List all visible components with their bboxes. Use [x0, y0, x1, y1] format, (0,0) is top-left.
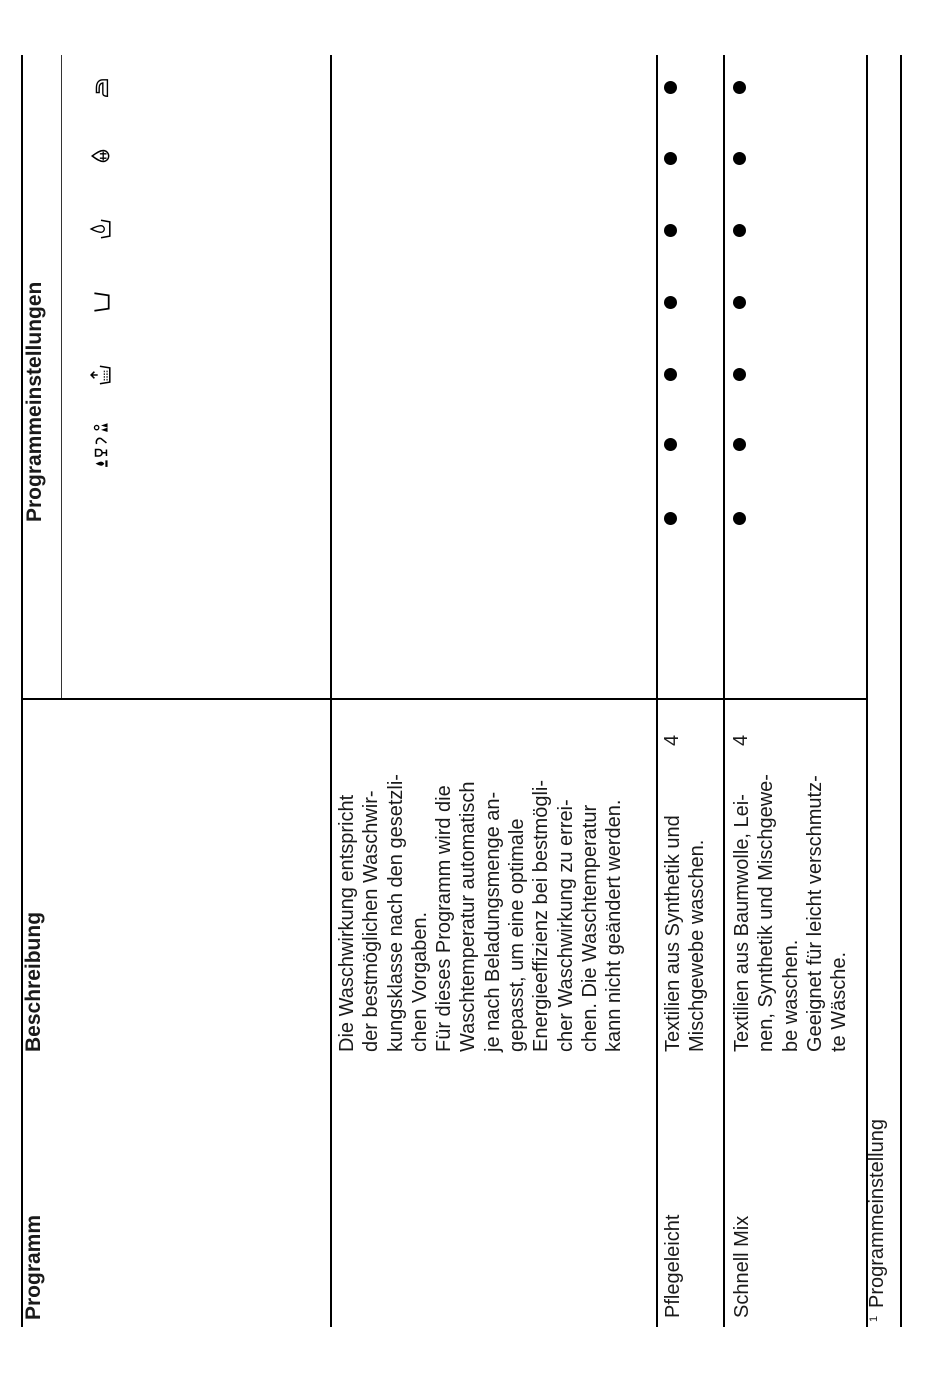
row2-setting-dot — [664, 512, 677, 525]
row3-setting-dot — [733, 81, 746, 94]
row2-setting-dot — [664, 296, 677, 309]
row2-setting-dot — [664, 368, 677, 381]
header-programm: Programm — [22, 1214, 45, 1320]
row3-number: 4 — [730, 734, 752, 746]
iron-easy-icon — [88, 75, 114, 101]
row2-setting-dot — [664, 438, 677, 451]
footnote-text: Programmeinstellung — [866, 1119, 888, 1308]
row3-setting-dot — [733, 368, 746, 381]
header-programmeinstellungen: Programmeinstellungen — [23, 281, 46, 522]
row3-setting-dot — [733, 296, 746, 309]
prewash-icon — [88, 362, 114, 388]
row2-setting-dot — [664, 81, 677, 94]
water-plus-icon — [88, 216, 114, 242]
extra-rinse-icon — [88, 143, 114, 169]
row1-description: Die Waschwirkung entspricht der bestmöglichen Waschwir- kungsklasse nach den gesetzli- chen Vorgaben. Für dieses Programm wird die Waschtemperatur automatisch je nach Beladungsmenge an- gepasst, um eine optimale Energieeffizienz bei bestmögli- cher Waschwirkung zu errei- chen. Die Waschtemperatur kann nicht geändert werden. — [336, 774, 626, 1052]
row3-setting-dot — [733, 512, 746, 525]
row2-setting-dot — [664, 224, 677, 237]
header-beschreibung: Beschreibung — [22, 911, 45, 1052]
row3-description: Textilien aus Baumwolle, Lei- nen, Synthetik und Mischgewe- be waschen. Geeignet für leicht verschmutz- te Wäsche. — [731, 774, 851, 1052]
row2-number: 4 — [661, 734, 683, 746]
row3-setting-dot — [733, 438, 746, 451]
footnote-marker: 1 — [868, 1315, 880, 1322]
row2-description: Textilien aus Synthetik und Mischgewebe waschen. — [662, 815, 709, 1052]
row3-program-name: Schnell Mix — [731, 1215, 753, 1318]
row2-setting-dot — [664, 152, 677, 165]
stain-options-icon — [88, 431, 114, 457]
short-icon — [88, 289, 114, 315]
row3-setting-dot — [733, 152, 746, 165]
row2-program-name: Pflegeleicht — [662, 1214, 684, 1318]
row3-setting-dot — [733, 224, 746, 237]
